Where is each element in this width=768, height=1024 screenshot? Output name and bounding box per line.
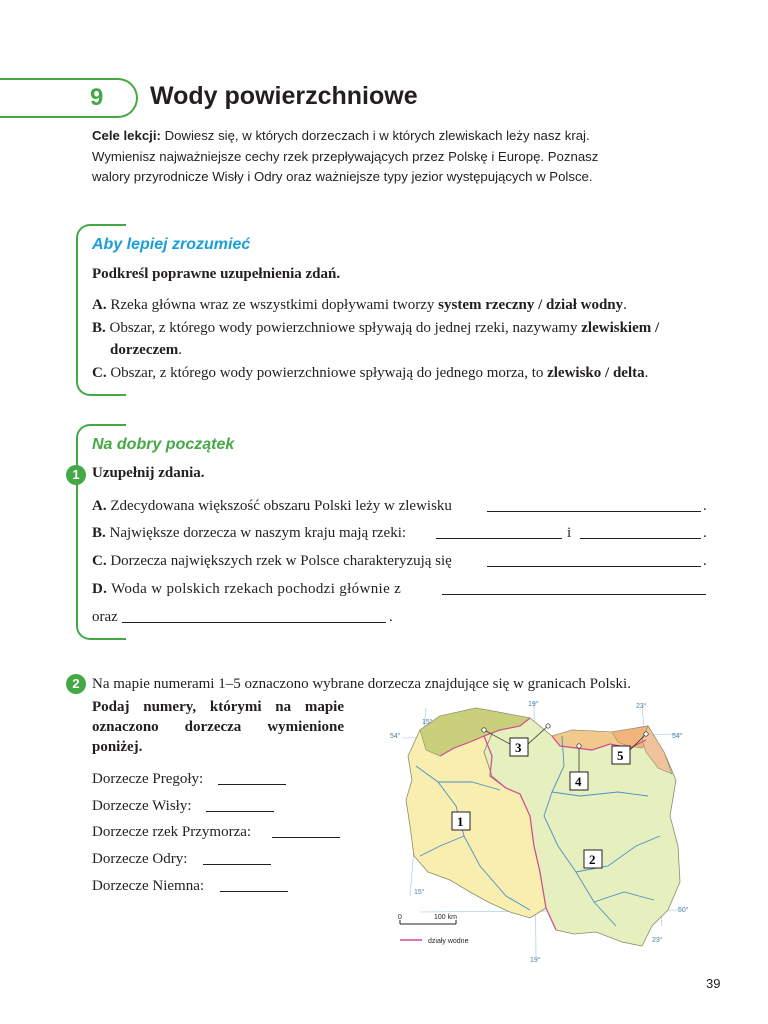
basin-wisla: Dorzecze Wisły:	[92, 798, 192, 814]
svg-text:działy wodne: działy wodne	[428, 938, 469, 945]
answer-line-przymorze[interactable]	[272, 837, 340, 838]
basin-przymorze: Dorzecze rzek Przymorza:	[92, 824, 252, 840]
lat-label-54-west: 54°	[390, 733, 401, 740]
basin-niemen: Dorzecze Niemna:	[92, 878, 205, 894]
page-number: 39	[706, 976, 721, 991]
answer-line-b1[interactable]	[436, 538, 562, 539]
box1-item-b: B. Obszar, z którego wody powierzchniowe spływają do jednej rzeki, nazywamy zlewiskiem /	[92, 320, 660, 336]
lon-label-15-top: 15°	[422, 719, 433, 726]
answer-line-odra[interactable]	[203, 864, 271, 865]
task2-instruction: Podaj numery, którymi na mapie oznaczono dorzecza wymienione poniżej.	[92, 699, 344, 755]
task-1-instruction: Uzupełnij zdania.	[92, 465, 205, 481]
period-a: .	[703, 498, 707, 514]
period-d: .	[389, 609, 393, 625]
answer-line-b2[interactable]	[580, 538, 701, 539]
answer-line-c[interactable]	[487, 566, 701, 567]
basin-pregola: Dorzecze Pregoły:	[92, 771, 204, 787]
chapter-number: 9	[90, 84, 104, 111]
river-basins-map	[380, 696, 696, 966]
svg-text:3: 3	[515, 740, 522, 755]
chapter-tab	[0, 78, 138, 118]
svg-text:100 km: 100 km	[434, 914, 457, 921]
answer-line-niemen[interactable]	[220, 891, 288, 892]
task-1-number: 1	[66, 465, 86, 485]
answer-line-d1[interactable]	[442, 594, 706, 595]
box1-instruction: Podkreśl poprawne uzupełnienia zdań.	[92, 266, 341, 282]
lesson-goals	[92, 126, 612, 188]
box-aby-lepiej-title: Aby lepiej zrozumieć	[92, 236, 251, 253]
goals-text: Dowiesz się, w których dorzeczach i w których zlewiskach leży nasz kraj. Wymienisz najważniejsze cechy rzek przepływających przez Polskę i Europę. Poznasz walory przyrodnicze Wisły i Odry oraz ważniejsze typy jezior występujących w Polsce.	[92, 128, 599, 184]
map-scale	[398, 914, 457, 924]
svg-text:2: 2	[589, 852, 596, 867]
box1-item-b-cont: dorzeczem.	[110, 342, 183, 358]
lon-label-23-top: 23°	[636, 703, 647, 710]
task1-item-c: C. Dorzecza największych rzek w Polsce charakteryzują się	[92, 553, 452, 569]
answer-line-pregola[interactable]	[218, 784, 286, 785]
answer-line-wisla[interactable]	[206, 811, 274, 812]
box-na-dobry-title: Na dobry początek	[92, 436, 235, 453]
box1-item-c: C. Obszar, z którego wody powierzchniowe spływają do jednego morza, to zlewisko / delta.	[92, 365, 649, 381]
svg-text:1: 1	[457, 814, 464, 829]
svg-text:0: 0	[398, 914, 402, 921]
task-2-number: 2	[66, 674, 86, 694]
lon-label-15-bottom: 15°	[414, 889, 425, 896]
basin-odra: Dorzecze Odry:	[92, 851, 188, 867]
svg-text:5: 5	[617, 748, 624, 763]
task1-item-b-mid: i	[567, 525, 572, 541]
task1-item-b: B. Największe dorzecza w naszym kraju mają rzeki:	[92, 525, 407, 541]
map-legend	[400, 938, 469, 945]
answer-line-d2[interactable]	[122, 622, 386, 623]
task1-item-a: A. Zdecydowana większość obszaru Polski leży w zlewisku	[92, 498, 452, 514]
task1-oraz: oraz	[92, 609, 118, 625]
goals-label: Cele lekcji:	[92, 128, 161, 143]
lon-label-19-bottom: 19°	[530, 957, 541, 964]
box1-item-a: A. Rzeka główna wraz ze wszystkimi dopływami tworzy system rzeczny / dział wodny.	[92, 297, 627, 313]
lat-label-50: 50°	[678, 907, 689, 914]
lon-label-23-bottom: 23°	[652, 937, 663, 944]
period-b: .	[703, 525, 707, 541]
task1-item-d: D. Woda w polskich rzekach pochodzi głównie z	[92, 581, 402, 597]
chapter-title: Wody powierzchniowe	[150, 82, 418, 110]
svg-text:4: 4	[575, 774, 582, 789]
lat-label-54-east: 54°	[672, 733, 683, 740]
task2-intro: Na mapie numerami 1–5 oznaczono wybrane dorzecza znajdujące się w granicach Polski.	[92, 676, 631, 692]
period-c: .	[703, 553, 707, 569]
lon-label-19-top: 19°	[528, 701, 539, 708]
answer-line-a[interactable]	[487, 511, 701, 512]
